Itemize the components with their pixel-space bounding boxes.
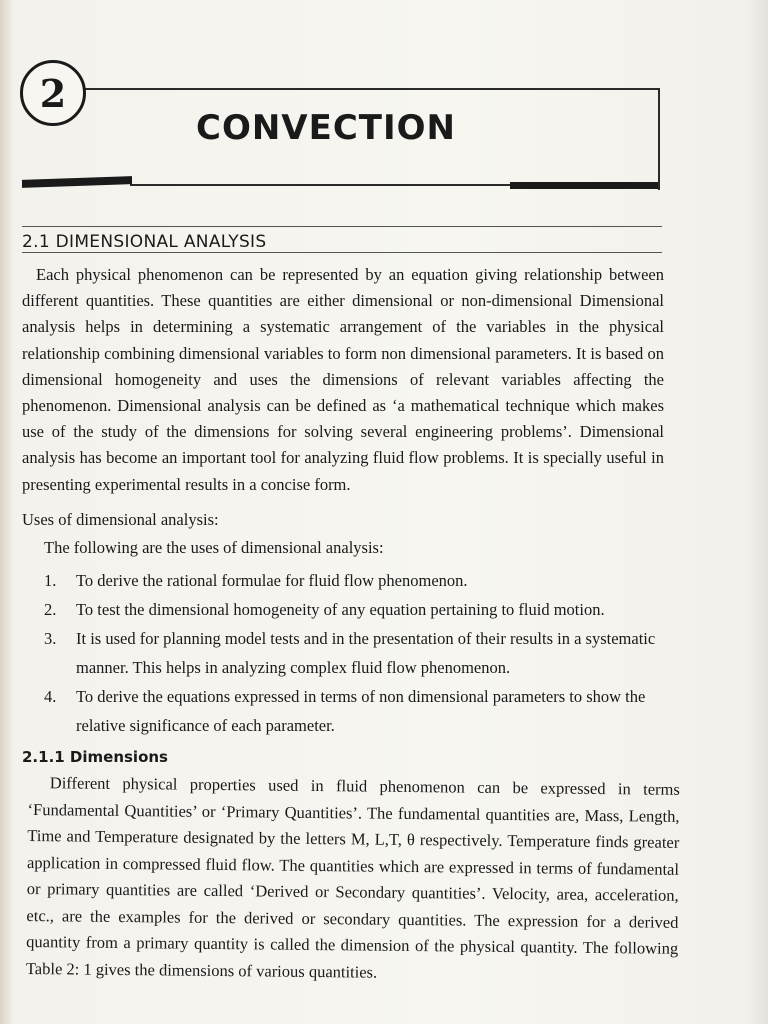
- page-edge-shadow: [746, 0, 768, 1024]
- list-item-text: It is used for planning model tests and in the presentation of their results in a systematic manner. This helps in analyzing complex fluid flow phenomenon.: [76, 629, 656, 677]
- list-item-text: To test the dimensional homogeneity of any equation pertaining to fluid motion.: [76, 600, 605, 619]
- section-rule-top: [22, 226, 662, 227]
- list-item: [44, 624, 674, 682]
- header-bar-right: [510, 182, 658, 189]
- list-item: [44, 595, 674, 624]
- list-item-text: To derive the rational formulae for fluid flow phenomenon.: [76, 571, 468, 590]
- list-item: [44, 566, 674, 595]
- uses-list: [44, 566, 674, 740]
- header-rule: [130, 184, 510, 186]
- list-item-text: To derive the equations expressed in terms of non dimensional parameters to show the relative significance of each parameter.: [76, 687, 646, 735]
- chapter-title: CONVECTION: [196, 108, 457, 148]
- subsection-body: [26, 770, 680, 989]
- list-item: [44, 682, 674, 740]
- uses-intro: The following are the uses of dimensional analysis:: [44, 538, 384, 557]
- chapter-number-badge: [20, 60, 86, 126]
- list-item-number: 2.: [44, 600, 57, 619]
- section-paragraph: Each physical phenomenon can be represented by an equation giving relationship between different quantities. These quantities are either dimensional or non-dimensional Dimensional analysis helps in determining a systematic arrangement of the variables in the physical relationship combining dimensional variables to form non dimensional parameters. It is based on dimensional homogeneity and uses the dimensions of relevant variables affecting the phenomenon. Dimensional analysis can be defined as ‘a mathematical technique which makes use of the study of the dimensions for solving several engineering problems’. Dimensional analysis has become an important tool for analyzing fluid flow problems. It is specially useful in presenting experimental results in a concise form.: [22, 265, 664, 494]
- list-item-number: 3.: [44, 629, 57, 648]
- section-rule-bottom: [22, 252, 662, 253]
- uses-title: Uses of dimensional analysis:: [22, 510, 219, 529]
- section-heading: 2.1 DIMENSIONAL ANALYSIS: [22, 232, 267, 252]
- list-item-number: 1.: [44, 571, 57, 590]
- subsection-paragraph: Different physical properties used in fluid phenomenon can be expressed in terms ‘Fundamental Quantities’ or ‘Primary Quantities’. The fundamental quantities are, Mass, Length, Time and Temperature designated by the letters M, L,T, θ respectively. Temperature finds greater application in compressed fluid flow. The quantities which are expressed in terms of fundamental or primary quantities are called ‘Derived or Secondary quantities’. Velocity, area, acceleration, etc., are the examples for the derived or secondary quantities. The expression for a derived quantity from a primary quantity is called the dimension of the physical quantity. The following Table 2: 1 gives the dimensions of various quantities.: [25, 773, 680, 982]
- list-item-number: 4.: [44, 687, 57, 706]
- chapter-number: 2: [39, 70, 67, 116]
- subsection-heading: 2.1.1 Dimensions: [22, 748, 168, 766]
- section-body: [22, 262, 664, 498]
